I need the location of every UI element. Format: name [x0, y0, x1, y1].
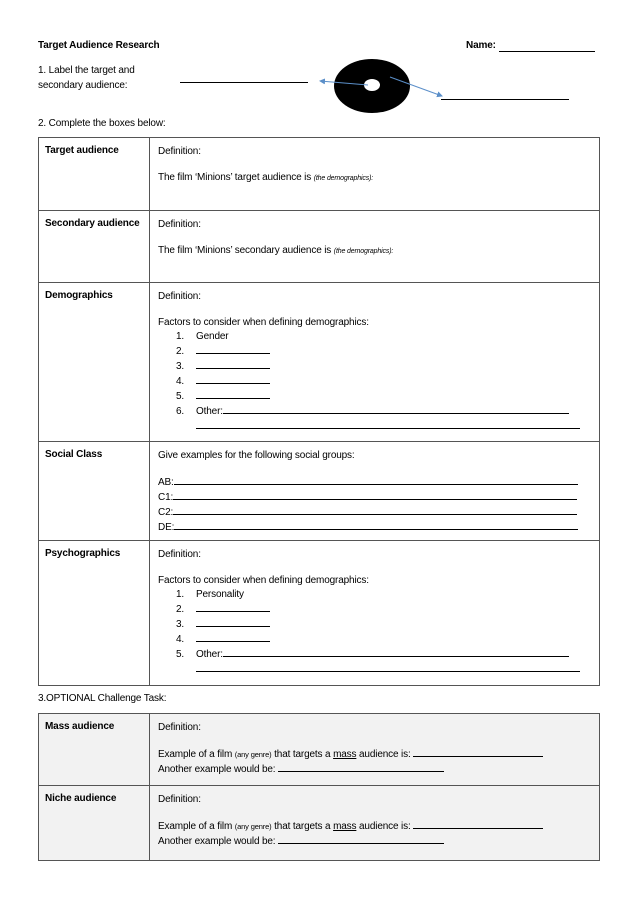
- target-audience-cell[interactable]: [150, 138, 600, 211]
- secondary-note: (the demographics):: [333, 248, 394, 255]
- psychographics-label: Psychographics: [39, 541, 150, 686]
- row-psychographics: [39, 541, 600, 686]
- secondary-answer-line[interactable]: [441, 99, 569, 100]
- social-group-row[interactable]: C1:: [158, 490, 599, 505]
- list-item[interactable]: 4.: [158, 632, 599, 647]
- definition-label: Definition:: [158, 219, 201, 230]
- name-label: Name:: [466, 40, 496, 51]
- target-audience-label: Target audience: [39, 138, 150, 211]
- q2-heading: 2. Complete the boxes below:: [38, 118, 166, 129]
- row-demographics: [39, 283, 600, 442]
- niche-example-line[interactable]: Example of a film (any genre) that targets a mass audience is:: [158, 819, 599, 834]
- social-class-cell[interactable]: [150, 442, 600, 541]
- social-class-label: Social Class: [39, 442, 150, 541]
- target-diagram: [300, 55, 450, 115]
- list-item: 1. Gender: [176, 331, 229, 342]
- secondary-audience-cell[interactable]: [150, 211, 600, 283]
- social-group-row[interactable]: DE:: [158, 520, 599, 535]
- mass-another-line[interactable]: Another example would be:: [158, 762, 599, 777]
- list-item[interactable]: [158, 419, 599, 434]
- list-item[interactable]: 3.: [158, 617, 599, 632]
- target-answer-line[interactable]: [180, 82, 308, 83]
- definition-label: Definition:: [158, 794, 201, 805]
- list-item[interactable]: 3.: [158, 359, 599, 374]
- mass-example-line[interactable]: Example of a film (any genre) that targets a mass audience is:: [158, 747, 599, 762]
- secondary-audience-label: Secondary audience: [39, 211, 150, 283]
- list-item[interactable]: 5.: [158, 389, 599, 404]
- demographics-cell[interactable]: [150, 283, 600, 442]
- niche-another-line[interactable]: Another example would be:: [158, 834, 599, 849]
- challenge-table: [38, 713, 600, 861]
- row-target-audience: [39, 138, 600, 211]
- row-mass-audience: [39, 714, 600, 786]
- definition-label: Definition:: [158, 146, 201, 157]
- row-secondary-audience: [39, 211, 600, 283]
- list-item[interactable]: 2.: [158, 344, 599, 359]
- definition-label: Definition:: [158, 549, 201, 560]
- social-group-row[interactable]: AB:: [158, 475, 599, 490]
- list-item[interactable]: 6. Other:: [158, 404, 599, 419]
- list-item[interactable]: 2.: [158, 602, 599, 617]
- demographics-factors: Factors to consider when defining demographics:: [158, 317, 369, 328]
- row-niche-audience: [39, 786, 600, 861]
- q1-line1: 1. Label the target and: [38, 65, 135, 76]
- social-group-row[interactable]: C2:: [158, 505, 599, 520]
- audience-table: [38, 137, 600, 686]
- list-item: 1. Personality: [176, 589, 244, 600]
- demographics-label: Demographics: [39, 283, 150, 442]
- target-sentence: The film ‘Minions’ target audience is: [158, 172, 312, 183]
- mass-audience-cell[interactable]: [150, 714, 600, 786]
- name-answer-line[interactable]: [499, 51, 595, 52]
- mass-audience-label: Mass audience: [39, 714, 150, 786]
- q3-heading: 3.OPTIONAL Challenge Task:: [38, 693, 167, 704]
- target-note: (the demographics):: [313, 175, 374, 182]
- q1-line2: secondary audience:: [38, 80, 128, 91]
- definition-label: Definition:: [158, 291, 201, 302]
- niche-audience-label: Niche audience: [39, 786, 150, 861]
- niche-audience-cell[interactable]: [150, 786, 600, 861]
- list-item[interactable]: [158, 662, 599, 677]
- page-title: Target Audience Research: [38, 40, 160, 51]
- social-intro: Give examples for the following social groups:: [158, 450, 355, 461]
- psychographics-factors: Factors to consider when defining demographics:: [158, 575, 369, 586]
- secondary-sentence: The film ‘Minions’ secondary audience is: [158, 245, 332, 256]
- psychographics-cell[interactable]: [150, 541, 600, 686]
- list-item[interactable]: 5. Other:: [158, 647, 599, 662]
- definition-label: Definition:: [158, 722, 201, 733]
- list-item[interactable]: 4.: [158, 374, 599, 389]
- row-social-class: [39, 442, 600, 541]
